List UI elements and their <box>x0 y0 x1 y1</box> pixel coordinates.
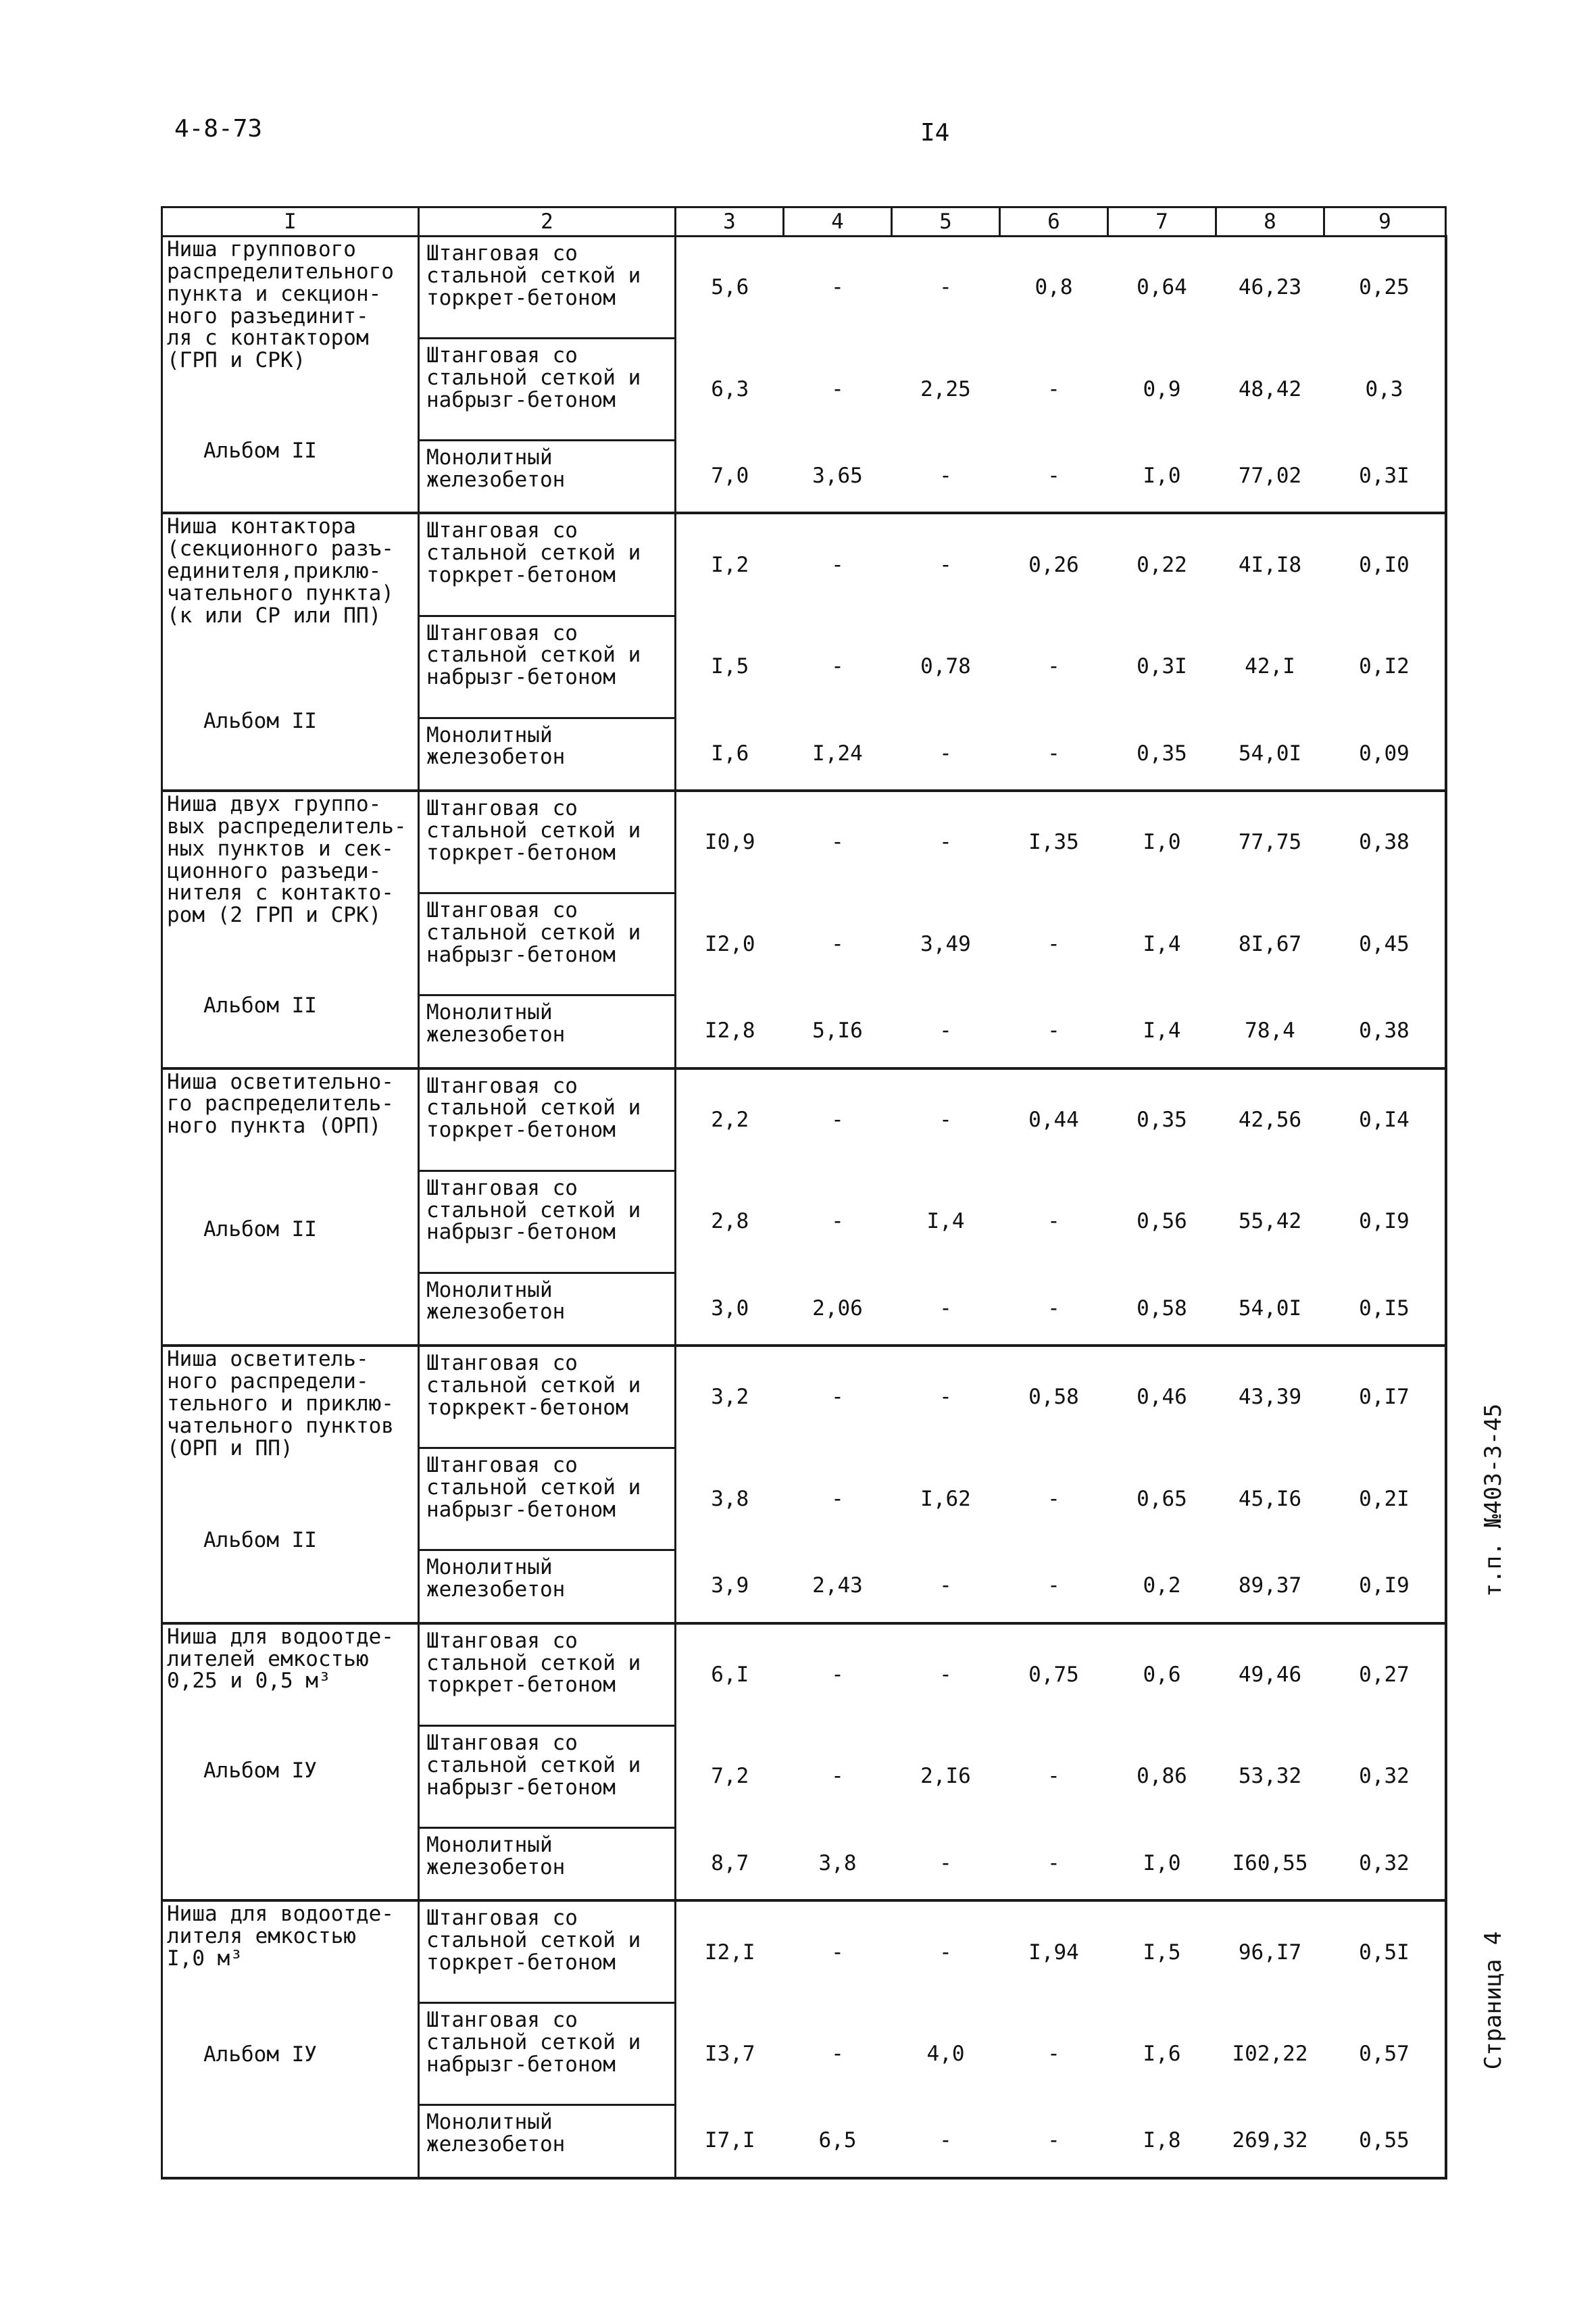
value-cell: I,0 <box>1143 830 1181 855</box>
value-cell: 55,42 <box>1238 1209 1302 1234</box>
value-cell: 0,9 <box>1143 376 1181 401</box>
niche-name-cell <box>162 1346 419 1623</box>
niche-name-cell <box>162 1068 419 1346</box>
support-type-cell: Штанговая со стальной сеткой и набрызг-бетоном <box>419 1725 676 1827</box>
value-cell: - <box>1047 654 1060 679</box>
support-type-cell: Штанговая со стальной сеткой и торкрет-бетоном <box>419 237 676 339</box>
niche-name-cell <box>162 237 419 514</box>
value-cell: - <box>1000 1827 1108 1900</box>
value-cell: 0,35 <box>1108 718 1216 791</box>
value-cell: I,4 <box>1108 995 1216 1068</box>
value-cell: 0,26 <box>1028 552 1079 577</box>
specification-table <box>161 206 1447 2180</box>
value-cell: - <box>1047 2041 1060 2066</box>
value-cell: I2,8 <box>676 995 784 1068</box>
value-cell: I2,0 <box>676 893 784 995</box>
value-cell: 4,0 <box>926 2041 965 2066</box>
value-cell: 77,02 <box>1216 440 1324 513</box>
niche-name-cell <box>162 791 419 1068</box>
support-type-cell: Штанговая со стальной сеткой и набрызг-бетоном <box>419 893 676 995</box>
value-cell: - <box>831 1385 844 1410</box>
side-page-label: Страница 4 <box>1480 1931 1507 2070</box>
value-cell: 0,I9 <box>1324 1550 1446 1623</box>
column-header: 6 <box>1000 207 1108 237</box>
value-cell: 0,I9 <box>1324 1171 1446 1273</box>
value-cell: 0,5I <box>1324 1900 1446 2003</box>
value-cell: 0,I7 <box>1324 1346 1446 1448</box>
support-type-cell: Монолитный железобетон <box>419 995 676 1068</box>
value-cell: - <box>1000 1273 1108 1346</box>
value-cell: 269,32 <box>1216 2105 1324 2178</box>
value-cell: 0,35 <box>1137 1107 1187 1132</box>
value-cell: - <box>939 1385 952 1410</box>
value-cell: 4I,I8 <box>1238 552 1302 577</box>
value-cell: I2,I <box>676 1900 784 2003</box>
value-cell: 7,2 <box>676 1725 784 1827</box>
value-cell: 0,46 <box>1137 1385 1187 1410</box>
value-cell: 0,38 <box>1324 791 1446 893</box>
support-type-cell: Штанговая со стальной сеткой и набрызг-бетоном <box>419 616 676 718</box>
album-label: Альбом II <box>203 1216 317 1241</box>
value-cell: I,4 <box>1143 931 1181 956</box>
value-cell: 0,8 <box>1034 275 1073 300</box>
value-cell: - <box>892 1273 1000 1346</box>
column-header: I <box>162 207 419 237</box>
value-cell: - <box>1000 1550 1108 1623</box>
value-cell: - <box>831 1486 844 1511</box>
niche-name-cell <box>162 513 419 791</box>
niche-title: Ниша осветительно- го распределитель- ного пункта (ОРП) <box>167 1069 394 1139</box>
table-row <box>162 1346 1446 1448</box>
value-cell: 0,56 <box>1137 1209 1187 1234</box>
value-cell: 3,65 <box>784 440 892 513</box>
value-cell: 77,75 <box>1238 830 1302 855</box>
value-cell: I60,55 <box>1216 1827 1324 1900</box>
value-cell: I,0 <box>1108 1827 1216 1900</box>
value-cell: 0,64 <box>1137 275 1187 300</box>
value-cell: 0,32 <box>1324 1827 1446 1900</box>
value-cell: 3,9 <box>676 1550 784 1623</box>
table-row <box>162 1900 1446 2003</box>
album-label: Альбом II <box>203 1528 317 1553</box>
value-cell: 0,55 <box>1324 2105 1446 2178</box>
value-cell: I02,22 <box>1232 2041 1308 2066</box>
value-cell: 0,I5 <box>1324 1273 1446 1346</box>
document-code: 4-8-73 <box>174 115 263 143</box>
value-cell: - <box>939 1663 952 1688</box>
value-cell: 0,86 <box>1137 1764 1187 1789</box>
value-cell: 0,75 <box>1028 1663 1079 1688</box>
value-cell: 54,0I <box>1216 718 1324 791</box>
value-cell: - <box>831 275 844 300</box>
value-cell: - <box>1000 2105 1108 2178</box>
niche-title: Ниша для водоотде- лителей емкостью 0,25 и 0,5 м³ <box>167 1624 394 1694</box>
support-type-cell: Штанговая со стальной сеткой и торкрект-бетоном <box>419 1346 676 1448</box>
value-cell: 53,32 <box>1238 1764 1302 1789</box>
value-cell: 2,8 <box>676 1171 784 1273</box>
value-cell: 49,46 <box>1238 1663 1302 1688</box>
support-type-cell: Штанговая со стальной сеткой и набрызг-бетоном <box>419 2003 676 2105</box>
album-label: Альбом II <box>203 709 317 734</box>
value-cell: - <box>892 995 1000 1068</box>
value-cell: 0,2 <box>1108 1550 1216 1623</box>
value-cell: I,4 <box>926 1209 965 1234</box>
value-cell: 0,65 <box>1137 1486 1187 1511</box>
value-cell: 45,I6 <box>1238 1486 1302 1511</box>
value-cell: 5,I6 <box>784 995 892 1068</box>
value-cell: 0,32 <box>1324 1725 1446 1827</box>
value-cell: - <box>892 440 1000 513</box>
value-cell: 0,78 <box>920 654 971 679</box>
support-type-cell: Штанговая со стальной сеткой и набрызг-бетоном <box>419 1448 676 1550</box>
value-cell: 43,39 <box>1238 1385 1302 1410</box>
value-cell: - <box>831 2041 844 2066</box>
value-cell: - <box>1047 931 1060 956</box>
value-cell: - <box>1047 376 1060 401</box>
album-label: Альбом II <box>203 439 317 463</box>
value-cell: 3,8 <box>784 1827 892 1900</box>
table-row <box>162 1623 1446 1726</box>
value-cell: 0,58 <box>1028 1385 1079 1410</box>
value-cell: 8I,67 <box>1238 931 1302 956</box>
value-cell: I0,9 <box>676 791 784 893</box>
value-cell: - <box>892 1550 1000 1623</box>
value-cell: - <box>831 376 844 401</box>
value-cell: 0,3I <box>1137 654 1187 679</box>
value-cell: I,35 <box>1028 830 1079 855</box>
value-cell: - <box>1000 440 1108 513</box>
support-type-cell: Штанговая со стальной сеткой и торкрет-бетоном <box>419 791 676 893</box>
value-cell: 3,49 <box>920 931 971 956</box>
value-cell: - <box>831 1209 844 1234</box>
value-cell: - <box>1047 1486 1060 1511</box>
value-cell: - <box>939 830 952 855</box>
column-header: 5 <box>892 207 1000 237</box>
value-cell: - <box>1000 718 1108 791</box>
value-cell: - <box>1047 1764 1060 1789</box>
value-cell: 0,45 <box>1324 893 1446 995</box>
value-cell: 2,I6 <box>920 1764 971 1789</box>
value-cell: 0,I0 <box>1324 513 1446 616</box>
column-header: 9 <box>1324 207 1446 237</box>
value-cell: 48,42 <box>1238 376 1302 401</box>
column-header: 7 <box>1108 207 1216 237</box>
value-cell: - <box>831 830 844 855</box>
value-cell: I,6 <box>1143 2041 1181 2066</box>
value-cell: 2,25 <box>920 376 971 401</box>
value-cell: - <box>831 1764 844 1789</box>
column-header: 8 <box>1216 207 1324 237</box>
value-cell: 6,5 <box>784 2105 892 2178</box>
support-type-cell: Штанговая со стальной сеткой и торкрет-бетоном <box>419 1900 676 2003</box>
value-cell: 0,09 <box>1324 718 1446 791</box>
value-cell: I3,7 <box>676 2003 784 2105</box>
side-document-reference: т.п. №403-3-45 <box>1480 1403 1507 1598</box>
value-cell: I,5 <box>1143 1940 1181 1965</box>
support-type-cell: Монолитный железобетон <box>419 2105 676 2178</box>
value-cell: I,2 <box>676 513 784 616</box>
support-type-cell: Монолитный железобетон <box>419 1827 676 1900</box>
value-cell: - <box>939 1940 952 1965</box>
support-type-cell: Монолитный железобетон <box>419 1273 676 1346</box>
value-cell: 89,37 <box>1216 1550 1324 1623</box>
value-cell: - <box>1047 1209 1060 1234</box>
value-cell: 0,I4 <box>1324 1068 1446 1171</box>
value-cell: I,6 <box>676 718 784 791</box>
table-row <box>162 237 1446 339</box>
support-type-cell: Штанговая со стальной сеткой и торкрет-бетоном <box>419 1623 676 1726</box>
support-type-cell: Монолитный железобетон <box>419 1550 676 1623</box>
support-type-cell: Штанговая со стальной сеткой и набрызг-бетоном <box>419 1171 676 1273</box>
value-cell: 0,6 <box>1143 1663 1181 1688</box>
support-type-cell: Штанговая со стальной сеткой и торкрет-бетоном <box>419 1068 676 1171</box>
value-cell: - <box>831 1663 844 1688</box>
niche-title: Ниша двух группо- вых распределитель- ных пунктов и сек- ционного разъеди- нителя с контакто- ром (2 ГРП и СРК) <box>167 791 407 928</box>
table-row <box>162 791 1446 893</box>
value-cell: - <box>892 2105 1000 2178</box>
support-type-cell: Монолитный железобетон <box>419 718 676 791</box>
value-cell: 0,44 <box>1028 1107 1079 1132</box>
niche-title: Ниша контактора (секционного разъ- единителя,приклю- чательного пункта) (к или СР или ПП) <box>167 514 394 628</box>
album-label: Альбом II <box>203 993 317 1018</box>
value-cell: 3,2 <box>676 1346 784 1448</box>
value-cell: - <box>831 931 844 956</box>
value-cell: 6,3 <box>676 338 784 440</box>
value-cell: 8,7 <box>676 1827 784 1900</box>
niche-title: Ниша группового распределительного пункта и секцион- ного разъединит- ля с контактором (ГРП и СРК) <box>167 237 394 373</box>
value-cell: - <box>892 718 1000 791</box>
value-cell: I,5 <box>676 616 784 718</box>
album-label: Альбом IУ <box>203 2042 317 2067</box>
value-cell: - <box>831 552 844 577</box>
value-cell: 0,22 <box>1137 552 1187 577</box>
value-cell: 54,0I <box>1216 1273 1324 1346</box>
value-cell: 0,27 <box>1324 1623 1446 1726</box>
value-cell: 3,8 <box>676 1448 784 1550</box>
value-cell: 2,2 <box>676 1068 784 1171</box>
table-row <box>162 513 1446 616</box>
value-cell: 42,56 <box>1238 1107 1302 1132</box>
value-cell: I,0 <box>1108 440 1216 513</box>
column-header: 2 <box>419 207 676 237</box>
value-cell: 0,3 <box>1324 338 1446 440</box>
value-cell: I,94 <box>1028 1940 1079 1965</box>
value-cell: 5,6 <box>676 237 784 339</box>
value-cell: 3,0 <box>676 1273 784 1346</box>
niche-name-cell <box>162 1900 419 2178</box>
value-cell: 2,43 <box>784 1550 892 1623</box>
value-cell: - <box>892 1827 1000 1900</box>
value-cell: - <box>939 275 952 300</box>
value-cell: - <box>939 1107 952 1132</box>
value-cell: 7,0 <box>676 440 784 513</box>
value-cell: I,8 <box>1108 2105 1216 2178</box>
page-number: I4 <box>920 119 950 147</box>
support-type-cell: Монолитный железобетон <box>419 440 676 513</box>
column-number-row <box>162 207 1446 237</box>
value-cell: - <box>831 1940 844 1965</box>
niche-name-cell <box>162 1623 419 1901</box>
value-cell: - <box>1000 995 1108 1068</box>
value-cell: - <box>831 1107 844 1132</box>
niche-title: Ниша для водоотде- лителя емкостью I,0 м³ <box>167 1902 394 1971</box>
value-cell: I7,I <box>676 2105 784 2178</box>
value-cell: 0,3I <box>1324 440 1446 513</box>
column-header: 3 <box>676 207 784 237</box>
value-cell: - <box>831 654 844 679</box>
value-cell: 6,I <box>676 1623 784 1726</box>
value-cell: I,62 <box>920 1486 971 1511</box>
value-cell: 0,58 <box>1108 1273 1216 1346</box>
value-cell: 2,06 <box>784 1273 892 1346</box>
table-row <box>162 1068 1446 1171</box>
column-header: 4 <box>784 207 892 237</box>
value-cell: 46,23 <box>1238 275 1302 300</box>
table-body <box>162 237 1446 2179</box>
value-cell: I,24 <box>784 718 892 791</box>
value-cell: 42,I <box>1245 654 1295 679</box>
value-cell: 78,4 <box>1216 995 1324 1068</box>
album-label: Альбом IУ <box>203 1758 317 1783</box>
value-cell: 0,2I <box>1324 1448 1446 1550</box>
value-cell: 0,I2 <box>1324 616 1446 718</box>
support-type-cell: Штанговая со стальной сеткой и торкрет-бетоном <box>419 513 676 616</box>
value-cell: 0,57 <box>1324 2003 1446 2105</box>
niche-title: Ниша осветитель- ного распредели- тельного и приклю- чательного пунктов (ОРП и ПП) <box>167 1347 394 1460</box>
value-cell: 0,25 <box>1324 237 1446 339</box>
value-cell: 96,I7 <box>1238 1940 1302 1965</box>
value-cell: - <box>939 552 952 577</box>
support-type-cell: Штанговая со стальной сеткой и набрызг-бетоном <box>419 338 676 440</box>
value-cell: 0,38 <box>1324 995 1446 1068</box>
